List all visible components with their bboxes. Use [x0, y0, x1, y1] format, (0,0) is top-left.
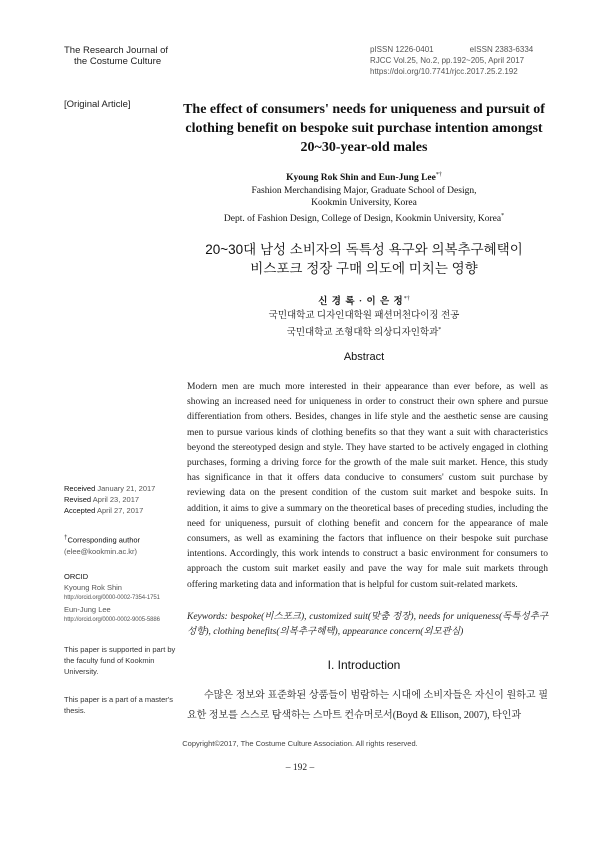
pissn: pISSN 1226-0401 — [370, 45, 434, 54]
affiliation-3: Dept. of Fashion Design, College of Design, Kookmin University, Korea — [223, 213, 502, 224]
orcid-link-1[interactable]: http://orcid.org/0000-0002-7354-1751 — [64, 595, 160, 601]
korean-author-block — [180, 292, 548, 340]
revised-date: April 23, 2017 — [92, 495, 140, 504]
korean-author-marks: *† — [403, 296, 410, 302]
eissn: eISSN 2383-6334 — [469, 45, 534, 54]
article-type: [Original Article] — [64, 99, 131, 110]
paper-title: The effect of consumers' needs for uniqueness and pursuit of clothing benefit on bespoke suit purchase intention amongst 20~30-year-old males — [183, 102, 545, 155]
accepted-date: April 27, 2017 — [96, 506, 144, 515]
introduction-paragraph: 수많은 정보와 표준화된 상품들이 범람하는 시대에 소비자들은 자신이 원하고 필요한 정보를 스스로 탐색하는 스마트 컨슈머로서(Boyd & Ellison, 2007), 타인과 — [187, 690, 548, 721]
abstract-text: Modern men are much more interested in their appearance than ever before, as well as showing an increased need for uniqueness in order to construct their own sphere and pursue differentiation from others. Besides, changes in life style and the aesthetic sense are causing men to pursue various kinds of clothing benefits so that they want a suit with characteristics beyond the stereotyped design and style. They have started to be actively engaged in clothing purchases, forming a driving force for the growth of the male suit market. Hence, this study has significance in that it offers data conducive to consumers' custom suit purchase by reviewing data on the present condition of the custom suit market and bespoke suits. In addition, it aims to give a summary on the theoretical bases of preceding studies, including the need for uniqueness, pursuit of clothing benefit and concern for the appearance of male consumers, as well as examining the factors that influence on their bespoke suit purchase intentions. Accordingly, this work intends to construct a basic environment for consumers to approach the custom suit market easily and pave the way for male suit markets through offering marketing data and information that is helpful for custom suit-related markets. — [187, 382, 548, 590]
korean-affiliation-2: 국민대학교 조형대학 의상디자인학과 — [286, 328, 439, 339]
korean-title-line1: 20~30대 남성 소비자의 독특성 욕구와 의복추구혜택이 — [205, 242, 523, 257]
affiliation-1: Fashion Merchandising Major, Graduate School of Design, — [251, 185, 477, 196]
funding-note: This paper is supported in part by the faculty fund of Kookmin University. — [64, 645, 176, 676]
keywords-list: bespoke(비스포크), customized suit(맞춤 정장), needs for uniqueness(독특성추구성향), clothing benefits(의복추구혜택), appearance concern(외모관심) — [187, 612, 549, 637]
keywords-label: Keywords: — [187, 612, 228, 622]
corresponding-label: Corresponding author — [67, 535, 141, 545]
affiliation-3-mark: * — [501, 212, 505, 219]
received-date: January 21, 2017 — [97, 484, 156, 493]
received-label: Received — [64, 484, 96, 493]
keywords — [187, 610, 548, 639]
author-marks: *† — [435, 172, 442, 178]
date-history — [64, 483, 176, 516]
orcid-link-2[interactable]: http://orcid.org/0000-0002-9005-5886 — [64, 617, 160, 623]
korean-title — [180, 240, 548, 278]
journal-name-line1: The Research Journal of — [64, 45, 169, 56]
affiliation-2: Kookmin University, Korea — [311, 198, 417, 209]
author-block — [180, 169, 548, 225]
corresponding-mark: † — [64, 534, 68, 541]
author-names: Kyoung Rok Shin and Eun-Jung Lee — [286, 173, 436, 184]
page-number: – 192 – — [285, 763, 315, 773]
korean-title-line2: 비스포크 정장 구매 의도에 미치는 영향 — [250, 261, 478, 276]
orcid-name-2: Eun-Jung Lee — [64, 605, 111, 614]
abstract-heading: Abstract — [343, 351, 385, 363]
orcid-block — [64, 571, 176, 626]
copyright-notice: Copyright©2017, The Costume Culture Association. All rights reserved. — [182, 739, 418, 748]
korean-affiliation-2-mark: * — [438, 327, 442, 334]
introduction-text — [187, 686, 548, 726]
citation: RJCC Vol.25, No.2, pp.192~205, April 2017 — [370, 56, 525, 65]
corresponding-author — [64, 532, 176, 557]
thesis-note: This paper is a part of a master's thesis. — [64, 695, 173, 715]
introduction-heading: I. Introduction — [327, 658, 401, 672]
doi-link[interactable]: https://doi.org/10.7741/rjcc.2017.25.2.192 — [370, 67, 518, 76]
orcid-label: ORCID — [64, 572, 89, 581]
korean-author-names: 신 경 록 · 이 은 정 — [318, 297, 404, 308]
revised-label: Revised — [64, 495, 92, 504]
journal-name — [64, 45, 168, 67]
accepted-label: Accepted — [64, 506, 96, 515]
korean-affiliation-1: 국민대학교 디자인대학원 패션머천다이징 전공 — [268, 311, 460, 322]
publication-meta — [370, 44, 533, 77]
corresponding-email[interactable]: (elee@kookmin.ac.kr) — [64, 546, 138, 556]
orcid-name-1: Kyoung Rok Shin — [64, 583, 122, 592]
journal-name-line2: the Costume Culture — [74, 56, 162, 67]
